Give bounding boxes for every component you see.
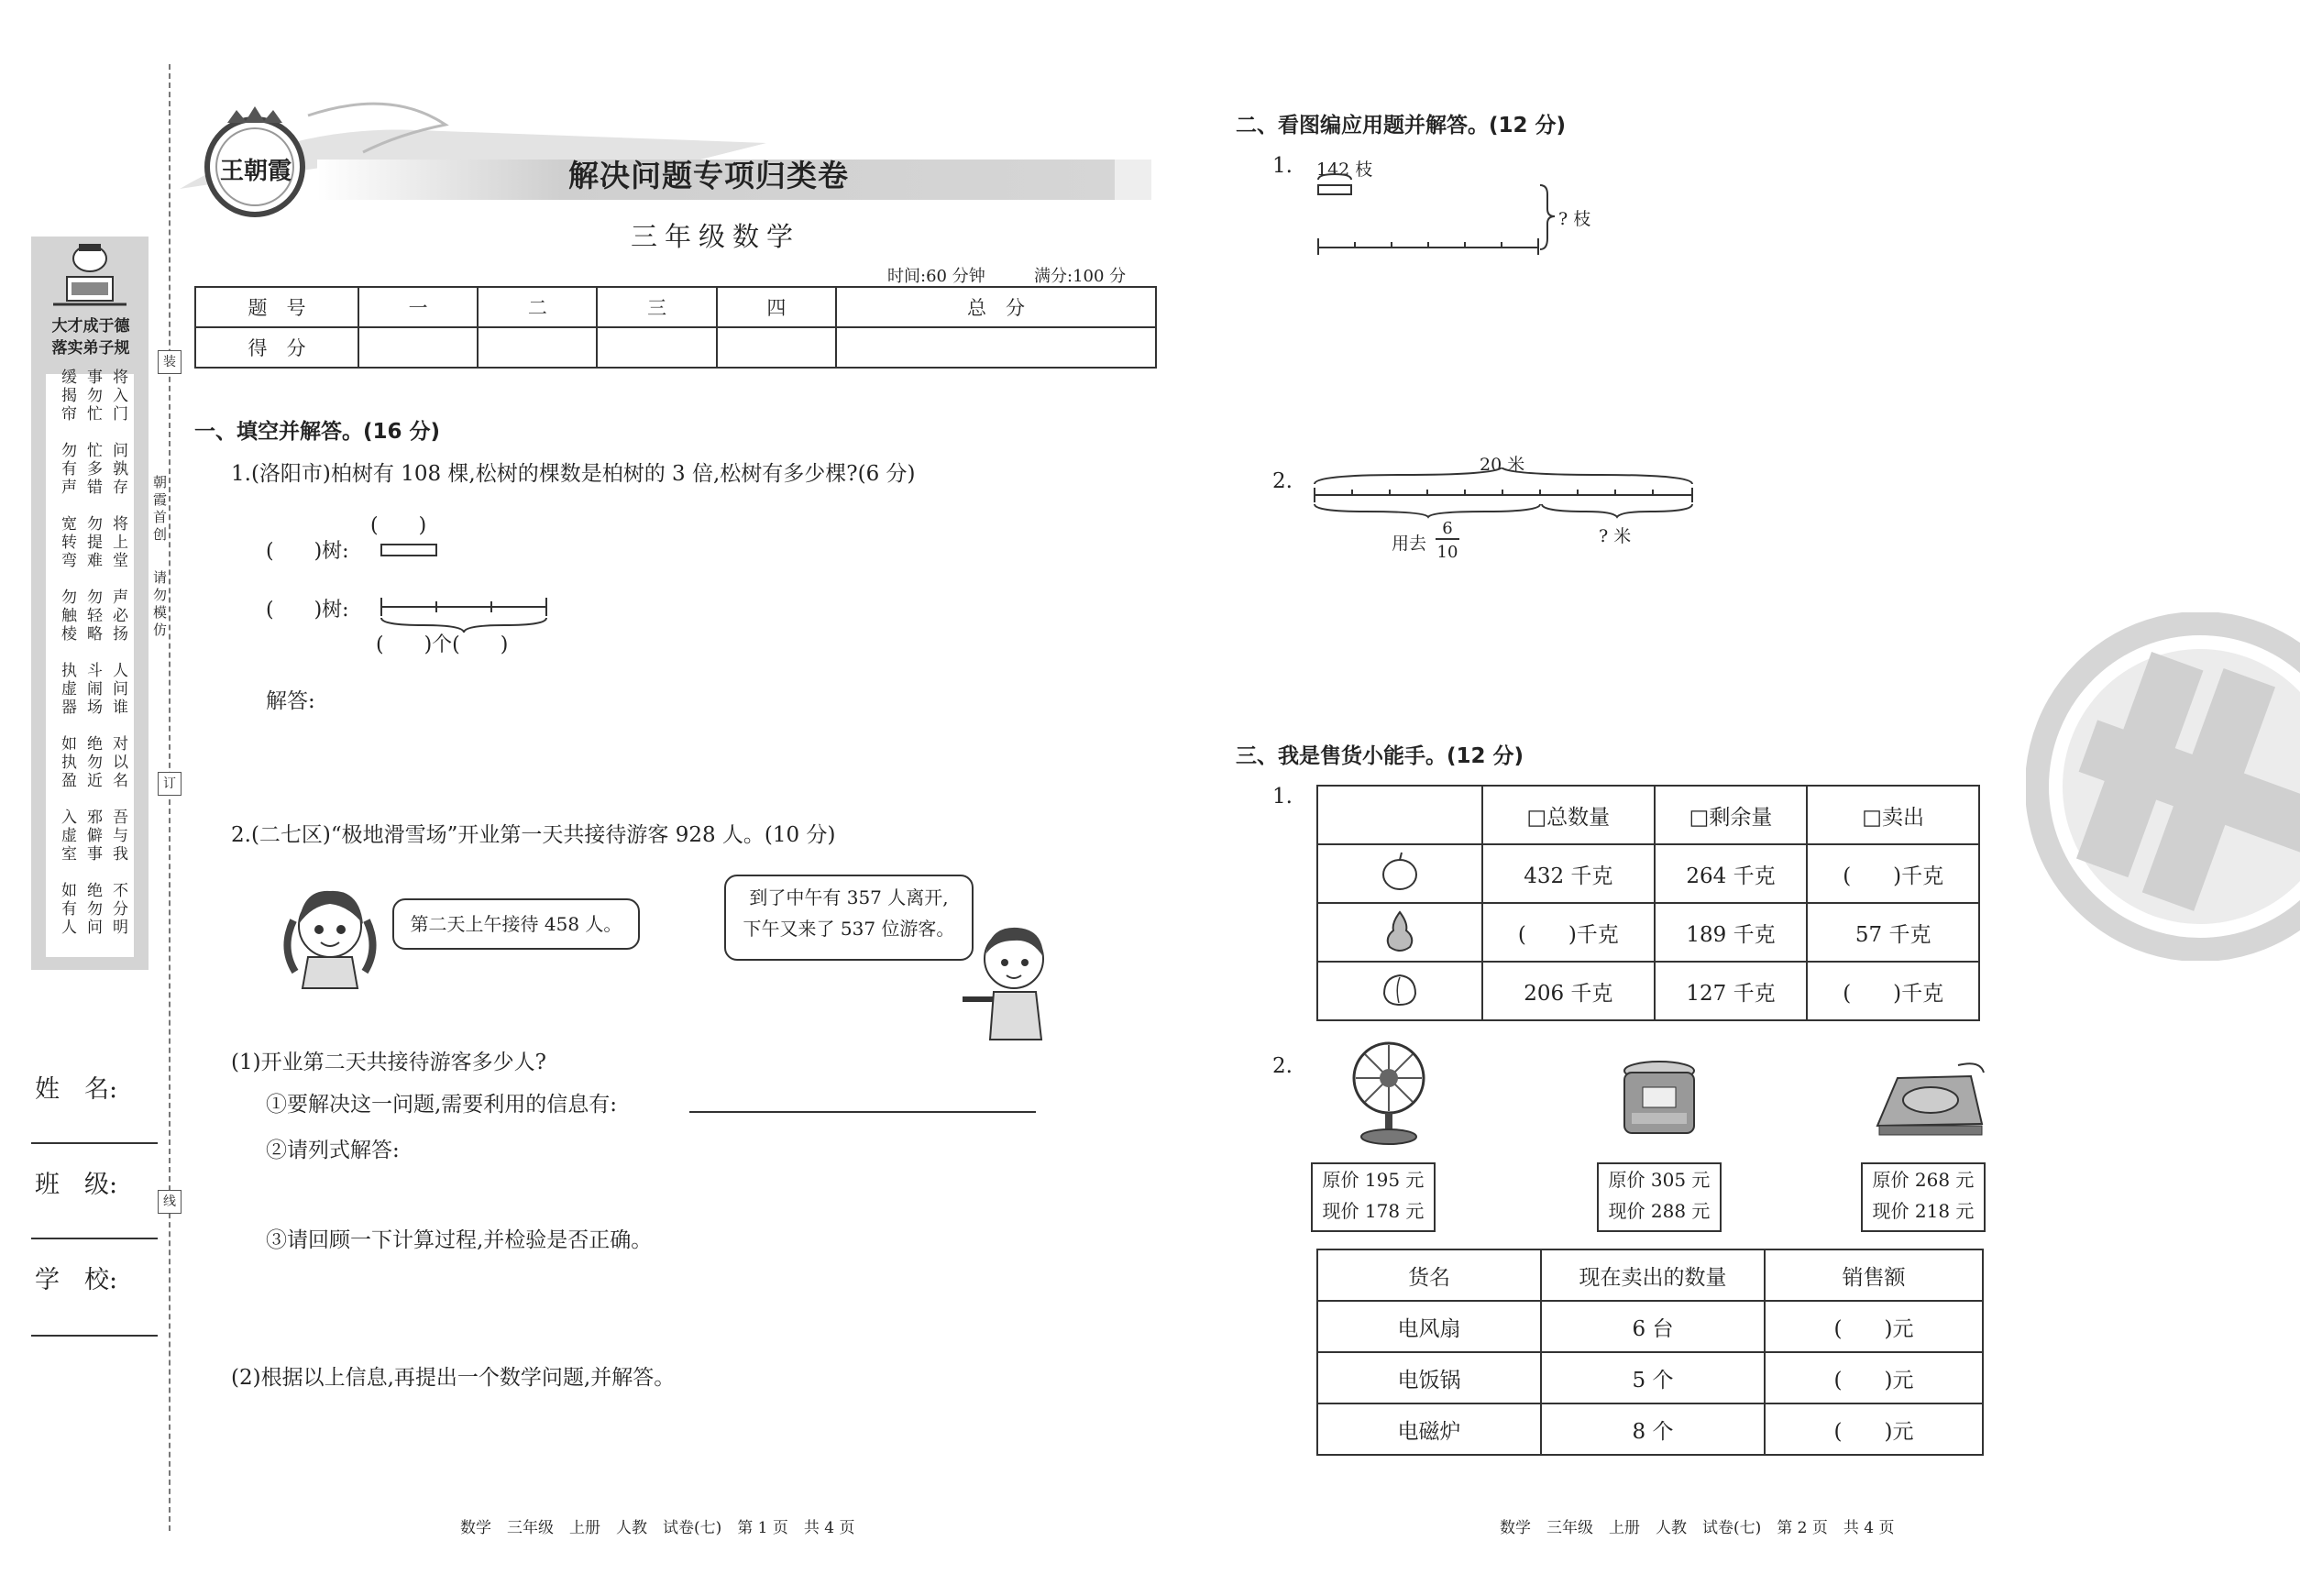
score-header-row — [195, 287, 1156, 327]
motto-line-2: 落实弟子规 — [51, 339, 130, 358]
fruit-header-cell: □剩余量 — [1655, 786, 1808, 844]
induction-cooker-price-box — [1861, 1162, 1986, 1232]
sales-cell: 电磁炉 — [1317, 1403, 1541, 1455]
q1-answer-label: 解答: — [266, 689, 315, 713]
boy-icon — [953, 920, 1063, 1049]
s3-q2-number: 2. — [1272, 1054, 1293, 1078]
score-cell: 三 — [597, 287, 716, 327]
fruit-cell: 57 千克 — [1807, 903, 1979, 962]
rule-column: 勿触棱 — [58, 589, 76, 644]
q1-tree1-label[interactable]: ( )树: — [266, 540, 349, 563]
rule-column: 对以名 — [109, 735, 127, 790]
rice-cooker-current-price: 现价 288 元 — [1608, 1200, 1711, 1222]
sub1-a-answer-line[interactable] — [689, 1111, 1036, 1113]
apple-icon — [1379, 851, 1421, 891]
rule-column: 问孰存 — [109, 442, 127, 497]
s2-q2-top-label: 20 米 — [1480, 455, 1525, 475]
score-cell: 总 分 — [836, 287, 1156, 327]
s2-q2-frac-denominator: 10 — [1436, 543, 1458, 562]
rule-column: 邪僻事 — [83, 809, 102, 864]
s3-q1-number: 1. — [1272, 785, 1293, 809]
s2-q1-top-label: 142 枝 — [1316, 160, 1373, 180]
fruit-header-cell: □总数量 — [1482, 786, 1655, 844]
fruit-row — [1317, 844, 1979, 903]
fruit-blank-cell[interactable]: ( )千克 — [1482, 903, 1655, 962]
rule-column: 事勿忙 — [83, 369, 102, 424]
fruit-cell: 432 千克 — [1482, 844, 1655, 903]
sales-blank-cell[interactable]: ( )元 — [1765, 1352, 1983, 1403]
rule-column: 声必扬 — [109, 589, 127, 644]
fan-price-box — [1311, 1162, 1436, 1232]
sales-cell: 8 个 — [1541, 1403, 1765, 1455]
score-cell: 得 分 — [195, 327, 358, 368]
sales-row — [1317, 1403, 1983, 1455]
rule-column: 缓揭帘 — [58, 369, 76, 424]
rules-columns — [50, 369, 132, 955]
rule-column: 如有人 — [58, 882, 76, 937]
s2-q2-used-label: 用去 — [1392, 534, 1427, 554]
score-input[interactable] — [597, 327, 716, 368]
sub2-text: (2)根据以上信息,再提出一个数学问题,并解答。 — [231, 1366, 676, 1390]
sales-header-cell: 销售额 — [1765, 1249, 1983, 1301]
class-label: 班 级: — [35, 1171, 118, 1199]
fruit-cell: 127 千克 — [1655, 962, 1808, 1020]
score-cell: 四 — [717, 287, 836, 327]
sales-cell: 电饭锅 — [1317, 1352, 1541, 1403]
logo-text: 王朝霞 — [219, 158, 292, 185]
watermark-text — [2145, 752, 2146, 753]
sales-cell: 5 个 — [1541, 1352, 1765, 1403]
school-label: 学 校: — [35, 1266, 118, 1294]
s2-q1-number: 1. — [1272, 154, 1293, 178]
fruit-blank-cell[interactable]: ( )千克 — [1807, 962, 1979, 1020]
rule-column: 入虚室 — [58, 809, 76, 864]
fruit-row — [1317, 962, 1979, 1020]
q1-segment-diagram — [378, 537, 561, 638]
induction-cooker-current-price: 现价 218 元 — [1872, 1200, 1975, 1222]
peach-icon — [1379, 968, 1421, 1008]
rule-column: 将上堂 — [109, 515, 127, 570]
q1-blank-top[interactable]: ( ) — [370, 514, 427, 537]
side-text-1: 朝霞首创 — [151, 475, 168, 545]
time-info: 时间:60 分钟 — [887, 267, 985, 286]
rule-column: 吾与我 — [109, 809, 127, 864]
class-line[interactable] — [31, 1238, 158, 1239]
rice-cooker-original-price: 原价 305 元 — [1608, 1169, 1711, 1191]
s2-q1-segment-diagram — [1311, 172, 1568, 264]
fruit-table — [1316, 785, 1980, 1021]
motto-line-1: 大才成于德 — [51, 317, 130, 336]
q2-text: 2.(二七区)“极地滑雪场”开业第一天共接待游客 928 人。(10 分) — [231, 823, 836, 847]
rule-column: 勿提难 — [83, 515, 102, 570]
q1-bottom-blank[interactable]: ( )个( ) — [376, 633, 509, 656]
rule-column: 宽转弯 — [58, 515, 76, 570]
sales-row — [1317, 1301, 1983, 1352]
footer-right: 数学 三年级 上册 人教 试卷(七) 第 2 页 共 4 页 — [1500, 1519, 1895, 1537]
name-line[interactable] — [31, 1142, 158, 1144]
pear-icon — [1379, 907, 1421, 952]
sales-cell: 电风扇 — [1317, 1301, 1541, 1352]
fruit-cell: 264 千克 — [1655, 844, 1808, 903]
binding-line — [169, 64, 171, 1531]
rule-column: 如执盈 — [58, 735, 76, 790]
score-cell: 一 — [358, 287, 478, 327]
sales-row — [1317, 1352, 1983, 1403]
fruit-blank-cell[interactable]: ( )千克 — [1807, 844, 1979, 903]
rule-column: 不分明 — [109, 882, 127, 937]
sales-blank-cell[interactable]: ( )元 — [1765, 1403, 1983, 1455]
fruit-header-cell: □卖出 — [1807, 786, 1979, 844]
rule-column: 将入门 — [109, 369, 127, 424]
rule-column: 人问谁 — [109, 662, 127, 717]
score-cell: 二 — [478, 287, 597, 327]
s2-q2-number: 2. — [1272, 469, 1293, 493]
girl-speech-bubble — [392, 898, 640, 950]
sub1-text: (1)开业第二天共接待游客多少人? — [231, 1051, 546, 1074]
rule-column: 绝勿问 — [83, 882, 102, 937]
rice-cooker-icon — [1615, 1056, 1703, 1142]
sales-cell: 6 台 — [1541, 1301, 1765, 1352]
fruit-cell: 206 千克 — [1482, 962, 1655, 1020]
score-table — [194, 286, 1157, 369]
boy-speech-line-2: 下午又来了 537 位游客。 — [743, 918, 955, 940]
score-input[interactable] — [717, 327, 836, 368]
score-input[interactable] — [478, 327, 597, 368]
fan-icon — [1348, 1040, 1430, 1148]
rule-column: 勿有声 — [58, 442, 76, 497]
section3-title: 三、我是售货小能手。(12 分) — [1236, 744, 1524, 768]
rice-cooker-price-box — [1597, 1162, 1722, 1232]
scholar-icon — [44, 240, 136, 312]
rule-column: 绝勿近 — [83, 735, 102, 790]
girl-icon — [275, 884, 394, 990]
score-info: 满分:100 分 — [1034, 267, 1127, 286]
sales-blank-cell[interactable]: ( )元 — [1765, 1301, 1983, 1352]
rule-column: 勿轻略 — [83, 589, 102, 644]
school-line[interactable] — [31, 1335, 158, 1337]
footer-left: 数学 三年级 上册 人教 试卷(七) 第 1 页 共 4 页 — [460, 1519, 855, 1537]
sales-header-cell: 货名 — [1317, 1249, 1541, 1301]
sales-header-row — [1317, 1249, 1983, 1301]
section2-title: 二、看图编应用题并解答。(12 分) — [1236, 114, 1567, 138]
sub1-b-text: ②请列式解答: — [266, 1139, 400, 1162]
fruit-header-row — [1317, 786, 1979, 844]
fruit-cell: 189 千克 — [1655, 903, 1808, 962]
banner-title: 解决问题专项归类卷 — [568, 158, 849, 193]
q1-tree2-label[interactable]: ( )树: — [266, 599, 349, 622]
score-cell: 题 号 — [195, 287, 358, 327]
s2-q2-frac-numerator: 6 — [1436, 519, 1459, 540]
sub1-a-text: ①要解决这一问题,需要利用的信息有: — [266, 1093, 618, 1117]
section1-title: 一、填空并解答。(16 分) — [194, 420, 441, 444]
score-input[interactable] — [358, 327, 478, 368]
induction-cooker-icon — [1870, 1060, 1989, 1142]
score-value-row — [195, 327, 1156, 368]
rule-column: 忙多错 — [83, 442, 102, 497]
secret-seal-watermark — [2026, 612, 2300, 961]
score-input[interactable] — [836, 327, 1156, 368]
sales-header-cell: 现在卖出的数量 — [1541, 1249, 1765, 1301]
binding-tag-2: 订 — [158, 772, 182, 796]
s2-q2-segment-diagram — [1311, 468, 1705, 519]
sub1-c-text: ③请回顾一下计算过程,并检验是否正确。 — [266, 1228, 653, 1252]
binding-tag-3: 线 — [158, 1190, 182, 1214]
rule-column: 斗闹场 — [83, 662, 102, 717]
fan-original-price: 原价 195 元 — [1322, 1169, 1425, 1191]
exam-subtitle: 三年级数学 — [631, 221, 801, 252]
fan-current-price: 现价 178 元 — [1322, 1200, 1425, 1222]
name-label: 姓 名: — [35, 1075, 118, 1104]
sales-table — [1316, 1249, 1984, 1456]
side-text-2: 请勿模仿 — [151, 570, 168, 640]
fruit-header-cell — [1317, 786, 1482, 844]
fruit-row — [1317, 903, 1979, 962]
boy-speech-line-1: 到了中午有 357 人离开, — [749, 886, 949, 908]
boy-speech-bubble — [724, 875, 974, 961]
rule-column: 执虚器 — [58, 662, 76, 717]
q1-text: 1.(洛阳市)柏树有 108 棵,松树的棵数是柏树的 3 倍,松树有多少棵?(6 分) — [231, 462, 916, 486]
s2-q2-unknown-label: ? 米 — [1599, 526, 1632, 546]
induction-cooker-original-price: 原价 268 元 — [1872, 1169, 1975, 1191]
binding-tag-1: 装 — [158, 350, 182, 374]
girl-speech-text: 第二天上午接待 458 人。 — [410, 913, 622, 935]
s2-q1-right-label: ? 枝 — [1558, 209, 1591, 229]
